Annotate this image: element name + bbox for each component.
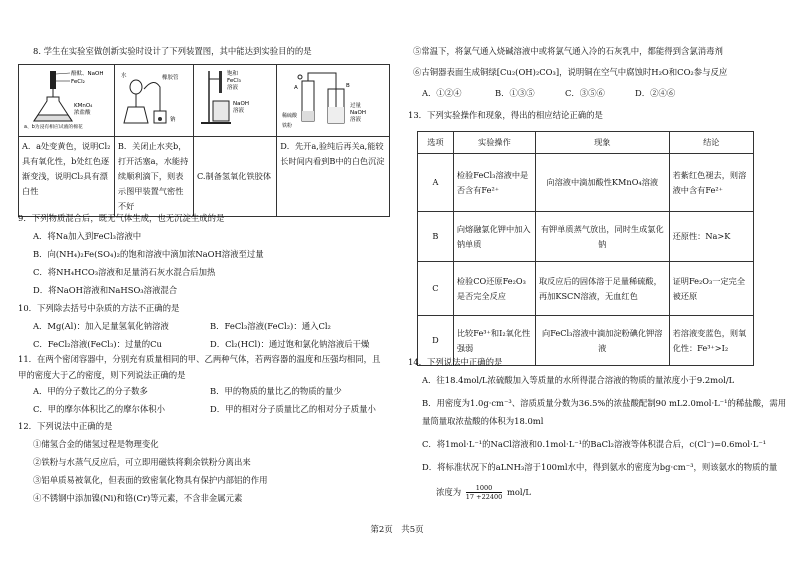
q8-option-c: C.制备氢氧化铁胶体 — [193, 137, 276, 217]
q9-option-a: A．将Na加入到FeCl₃溶液中 — [33, 231, 142, 241]
q13-cell: 向溶液中滴加酸性KMnO₄溶液 — [535, 154, 669, 212]
q11-option-c: C．甲的摩尔体积比乙的摩尔体积小 — [33, 404, 166, 414]
label-kmno4: KMnO₄ — [74, 103, 93, 109]
q8-figure-d — [277, 65, 390, 137]
q12-item-5: ⑤常温下，将氯气通入烧碱溶液中或将氯气通入冷的石灰乳中，都能得到含氯消毒剂 — [413, 46, 723, 56]
label-dilute-h2so4: 稀硫酸 — [282, 113, 298, 119]
q13-stem: 13．下列实验操作和现象，得出的相应结论正确的是 — [408, 110, 603, 120]
q13-header-conclusion: 结论 — [669, 132, 753, 154]
q12-stem: 12．下列说法中正确的是 — [18, 421, 113, 431]
q10-option-c: C．FeCl₂溶液(FeCl₃)：过量的Cu — [33, 339, 162, 349]
q14-option-d-line1: D．将标准状况下的aLNH₃溶于100ml水中，得到氨水的密度为bg·cm⁻³，则该氨水的物质的量 — [422, 462, 778, 472]
label-saturated: 饱和 — [226, 71, 238, 77]
q8-table — [18, 64, 390, 217]
q14-option-a: A．往18.4mol/L浓硫酸加入等质量的水所得混合溶液的物质的量浓度小于9.2mol/L — [422, 375, 735, 385]
q12-item-3: ③铝单质易被氧化，但表面的致密氧化物具有保护内部铝的作用 — [33, 475, 268, 485]
label-naoh: NaOH — [232, 101, 249, 107]
q8-stem: 8. 学生在实验室做创新实验时设计了下列装置图，其中能达到实验目的的是 — [33, 46, 312, 56]
flask-apparatus-icon — [22, 67, 106, 129]
q13-cell: 还原性：Na>K — [669, 212, 753, 262]
q12-option-c: C．③⑤⑥ — [565, 88, 605, 98]
table-row — [418, 262, 754, 316]
label-conc-hcl: 浓盐酸 — [74, 110, 91, 116]
fraction-numerator: 1000 — [466, 484, 502, 493]
label-water: 水 — [120, 73, 127, 79]
q9-option-b: B．向(NH₄)₂Fe(SO₄)₂的饱和溶液中滴加浓NaOH溶液至过量 — [33, 249, 264, 259]
q10-option-a: A．Mg(Al)：加入足量氢氧化钠溶液 — [33, 321, 169, 331]
q10-stem: 10．下列除去括号中杂质的方法不正确的是 — [18, 303, 180, 313]
q13-cell: 向FeCl₃溶液中滴加淀粉碘化钾溶液 — [535, 316, 669, 366]
q11-option-d: D．甲的相对分子质量比乙的相对分子质量小 — [210, 404, 376, 414]
q12-option-b: B．①③⑤ — [495, 88, 535, 98]
q12-item-6: ⑥古铜器表面生成铜绿[Cu₂(OH)₂CO₃]，说明铜在空气中腐蚀时H₂O和CO₂参与反应 — [413, 67, 728, 77]
q13-cell: 检验FeCl₃溶液中是否含有Fe²⁺ — [453, 154, 535, 212]
q13-cell: 若紫红色褪去，则溶液中含有Fe²⁺ — [669, 154, 753, 212]
q13-table — [417, 131, 754, 366]
q13-header-option: 选项 — [418, 132, 454, 154]
q13-cell: B — [418, 212, 454, 262]
label-b: B — [346, 83, 350, 89]
q8-figure-b — [114, 65, 193, 137]
label-solution-d: 溶液 — [350, 117, 362, 123]
q13-cell: D — [418, 316, 454, 366]
q14-option-b-line1: B．用密度为1.0g·cm⁻³、溶质质量分数为36.5%的浓盐酸配制90 mL2.0mol·L⁻¹的稀盐酸，需用 — [422, 398, 787, 408]
label-phenolphthalein: 酚酞、NaOH — [71, 71, 104, 77]
table-row — [418, 154, 754, 212]
q13-cell: 向熔融氯化钾中加入钠单质 — [453, 212, 535, 262]
q13-cell: 有钾单质蒸气放出，同时生成氯化钠 — [535, 212, 669, 262]
q13-cell: 取反应后的固体溶于足量稀硫酸，再加KSCN溶液，无血红色 — [535, 262, 669, 316]
fraction-denominator: 17 +22400 — [465, 493, 503, 501]
fraction — [466, 484, 502, 501]
q8-option-d: D．先开a,验纯后再关a,能较长时间内看到B中的白色沉淀 — [277, 137, 390, 217]
label-rubber-tube: 橡胶管 — [161, 75, 179, 81]
q14-option-b-line2: 量筒量取浓盐酸的体积为18.0ml — [422, 416, 544, 426]
q14-option-c: C．将1mol·L⁻¹的NaCl溶液和0.1mol·L⁻¹的BaCl₂溶液等体积混合后，c(Cl⁻)=0.6mol·L⁻¹ — [422, 439, 767, 449]
q13-cell: 证明Fe₂O₃一定完全被还原 — [669, 262, 753, 316]
q10-option-b: B．FeCl₃溶液(FeCl₂)：通入Cl₂ — [210, 321, 331, 331]
q11-option-a: A．甲的分子数比乙的分子数多 — [33, 386, 148, 396]
q12-option-a: A．①②④ — [422, 88, 462, 98]
q13-cell: 检验CO还原Fe₂O₃是否完全反应 — [453, 262, 535, 316]
q12-item-4: ④不锈钢中添加镍(Ni)和铬(Cr)等元素，不含非金属元素 — [33, 493, 243, 503]
label-solution-2: 溶液 — [232, 108, 244, 114]
q11-option-b: B．甲的物质的量比乙的物质的量少 — [210, 386, 342, 396]
page-footer: 第2页 共5页 — [370, 525, 424, 535]
q12-option-d: D．②④⑥ — [635, 88, 676, 98]
label-iron-powder: 铁粉 — [282, 123, 293, 129]
q8-option-a: A．a处变黄色，说明Cl₂具有氧化性，b处红色逐渐变浅，说明Cl₂具有漂白性 — [19, 137, 115, 217]
concentration-unit: mol/L — [506, 487, 531, 497]
label-excess: 过量 — [350, 103, 362, 109]
table-row — [418, 212, 754, 262]
label-naoh-d: NaOH — [350, 110, 367, 116]
q13-cell: C — [418, 262, 454, 316]
label-cotton-note: a、b为浸有相应试液的棉花 — [24, 125, 83, 129]
q14-option-d-line2 — [436, 484, 531, 501]
q9-option-d: D．将NaOH溶液和NaHSO₃溶液混合 — [33, 285, 178, 295]
q9-option-c: C．将NH₄HCO₃溶液和足量消石灰水混合后加热 — [33, 267, 216, 277]
tube-apparatus-icon — [280, 67, 380, 129]
water-drop-apparatus-icon — [118, 67, 186, 129]
concentration-prefix: 浓度为 — [436, 487, 462, 497]
q8-figure-c — [193, 65, 276, 137]
q8-figure-a — [19, 65, 115, 137]
q8-option-b: B．关闭止水夹b，打开活塞a，水能持续顺利滴下，则表示图甲装置气密性不好 — [114, 137, 193, 217]
label-fecl2: FeCl₂ — [71, 79, 85, 85]
q12-item-1: ①储氢合金的储氢过程是物理变化 — [33, 439, 159, 449]
label-a: A — [294, 85, 298, 91]
q13-header-operation: 实验操作 — [453, 132, 535, 154]
label-fecl3: FeCl₃ — [226, 78, 241, 84]
dropper-beaker-icon — [197, 67, 269, 129]
q13-header-phenomenon: 现象 — [535, 132, 669, 154]
q11-stem-line1: 11．在两个密闭容器中，分别充有质量相同的甲、乙两种气体，若两容器的温度和压强均相同，且 — [18, 354, 381, 364]
label-sodium: 钠 — [169, 117, 176, 123]
q13-cell: A — [418, 154, 454, 212]
q13-cell: 若溶液变蓝色，则氧化性：Fe³⁺>I₂ — [669, 316, 753, 366]
q9-stem: 9．下列物质混合后，既无气体生成，也无沉淀生成的是 — [18, 213, 225, 223]
label-solution-1: 溶液 — [226, 85, 238, 91]
q10-option-d: D．Cl₂(HCl)：通过饱和氯化钠溶液后干燥 — [210, 339, 370, 349]
q12-item-2: ②铁粉与水蒸气反应后，可立即用磁铁将剩余铁粉分离出来 — [33, 457, 251, 467]
q13-cell: 比较Fe³⁺和I₂氧化性强弱 — [453, 316, 535, 366]
q11-stem-line2: 甲的密度大于乙的密度，则下列说法正确的是 — [18, 370, 186, 380]
q14-stem: 14．下列说法中正确的是 — [408, 357, 503, 367]
